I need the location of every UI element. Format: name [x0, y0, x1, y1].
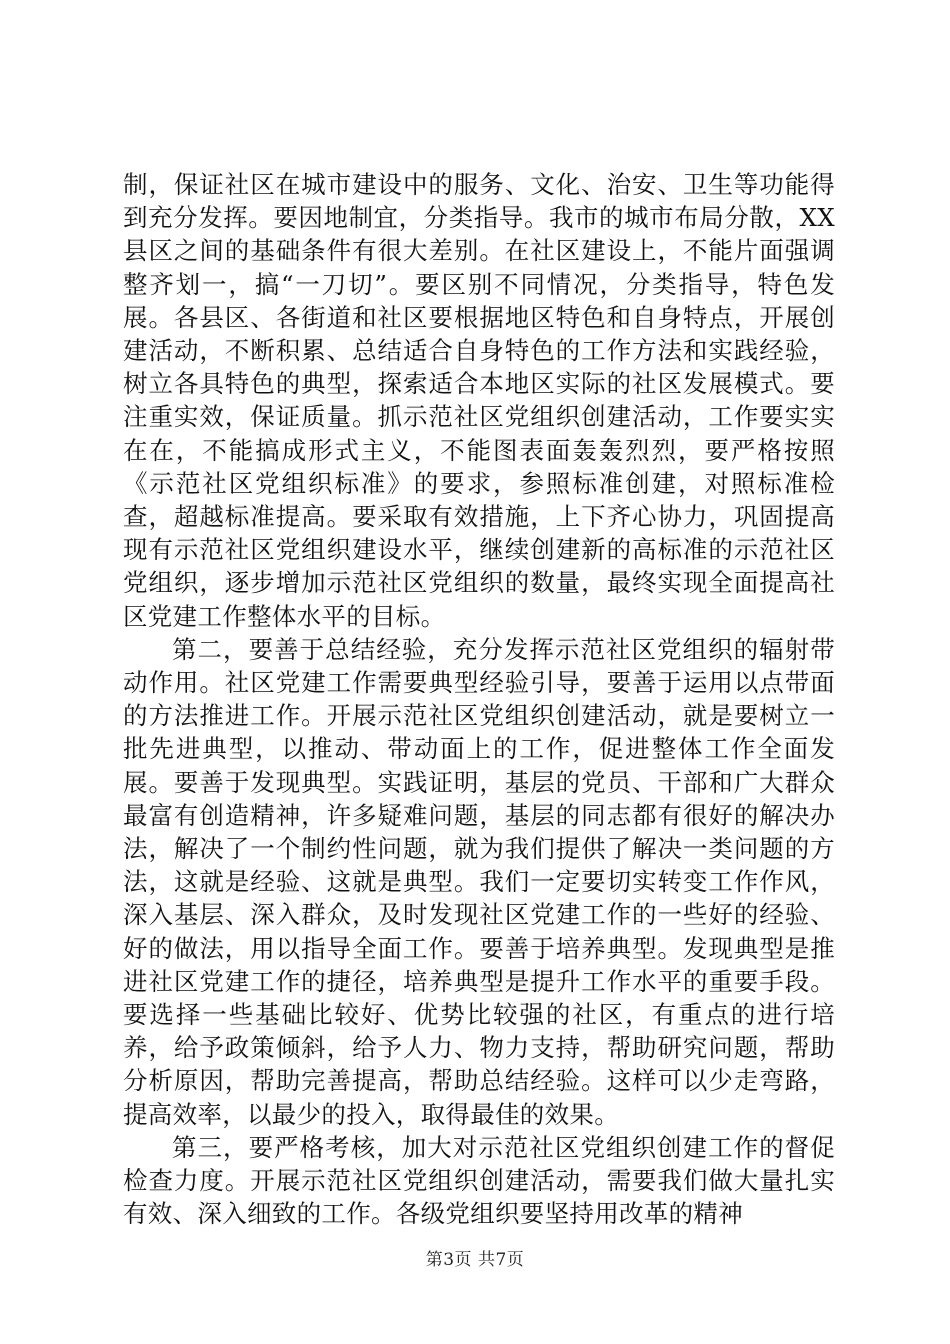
paragraph-3: 第三，要严格考核，加大对示范社区党组织创建工作的督促检查力度。开展示范社区党组织创建活动，需要我们做大量扎实有效、深入细致的工作。各级党组织要坚持用改革的精神 [123, 1132, 835, 1229]
page-footer: 第3页 共7页 [425, 1250, 525, 1270]
paragraph-1: 制，保证社区在城市建设中的服务、文化、治安、卫生等功能得到充分发挥。要因地制宜，分类指导。我市的城市布局分散，XX县区之间的基础条件有很大差别。在社区建设上，不能片面强调整齐划一，搞“一刀切”。要区别不同情况，分类指导，特色发展。各县区、各街道和社区要根据地区特色和自身特点，开展创建活动，不断积累、总结适合自身特色的工作方法和实践经验，树立各具特色的典型，探索适合本地区实际的社区发展模式。要注重实效，保证质量。抓示范社区党组织创建活动，工作要实实在在，不能搞成形式主义，不能图表面轰轰烈烈，要严格按照《示范社区党组织标准》的要求，参照标准创建，对照标准检查，超越标准提高。要采取有效措施，上下齐心协力，巩固提高现有示范社区党组织建设水平，继续创建新的高标准的示范社区党组织，逐步增加示范社区党组织的数量，最终实现全面提高社区党建工作整体水平的目标。 [123, 170, 835, 631]
paragraph-2: 第二，要善于总结经验，充分发挥示范社区党组织的辐射带动作用。社区党建工作需要典型经验引导，要善于运用以点带面的方法推进工作。开展示范社区党组织创建活动，就是要树立一批先进典型，以推动、带动面上的工作，促进整体工作全面发展。要善于发现典型。实践证明，基层的党员、干部和广大群众最富有创造精神，许多疑难问题，基层的同志都有很好的解决办法，解决了一个制约性问题，就为我们提供了解决一类问题的方法，这就是经验、这就是典型。我们一定要切实转变工作作风，深入基层、深入群众，及时发现社区党建工作的一些好的经验、好的做法，用以指导全面工作。要善于培养典型。发现典型是推进社区党建工作的捷径，培养典型是提升工作水平的重要手段。要选择一些基础比较好、优势比较强的社区，有重点的进行培养，给予政策倾斜，给予人力、物力支持，帮助研究问题，帮助分析原因，帮助完善提高，帮助总结经验。这样可以少走弯路，提高效率，以最少的投入，取得最佳的效果。 [123, 634, 835, 1129]
document-body [123, 168, 835, 1231]
